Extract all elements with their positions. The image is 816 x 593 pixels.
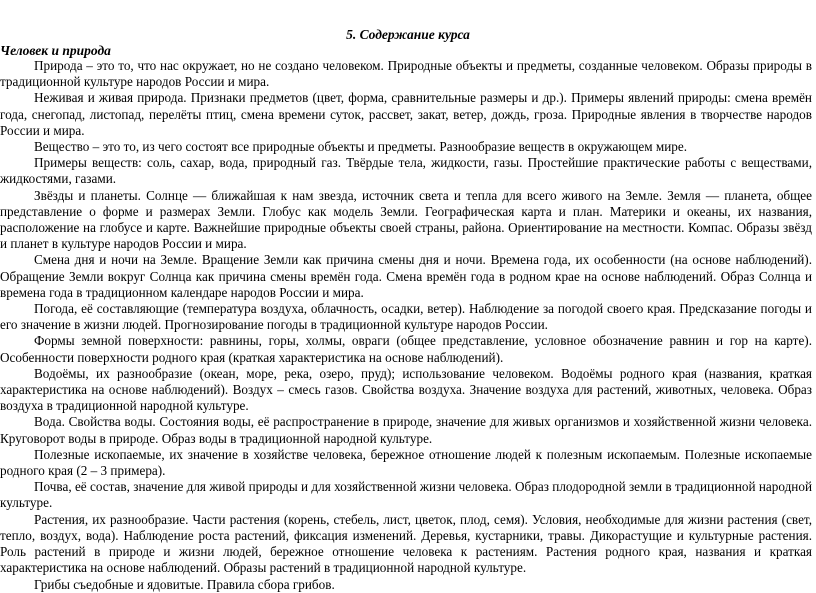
paragraph: Вода. Свойства воды. Состояния воды, её распространение в природе, значение для живых организмов и хозяйственной жизни человека. Круговорот воды в природе. Образ воды в традиционной народной культуре.	[0, 414, 812, 446]
paragraph: Вещество – это то, из чего состоят все природные объекты и предметы. Разнообразие веществ в окружающем мире.	[34, 139, 688, 155]
paragraph: Смена дня и ночи на Земле. Вращение Земли как причина смены дня и ночи. Времена года, их особенности (на основе наблюдений). Обращение Земли вокруг Солнца как причина смены времён года. Смена времён года в родном крае на основе наблюдений. Образ Солнца и времена года в традиционном календаре народов России и мира.	[0, 252, 812, 300]
paragraph: Погода, её составляющие (температура воздуха, облачность, осадки, ветер). Наблюдение за погодой своего края. Предсказание погоды и его значение в жизни людей. Прогнозирование погоды в традиционной культуре народов России.	[0, 301, 812, 333]
paragraph: Природа – это то, что нас окружает, но не создано человеком. Природные объекты и предметы, созданные человеком. Образы природы в традиционной культуре народов России и мира.	[0, 58, 812, 90]
paragraph: Растения, их разнообразие. Части растения (корень, стебель, лист, цветок, плод, семя). Условия, необходимые для жизни растения (свет, тепло, воздух, вода). Наблюдение роста растений, фиксация изменений. Деревья, кустарники, травы. Дикорастущие и культурные растения. Роль растений в природе и жизни людей, бережное отношение человека к растениям. Растения родного края, названия и краткая характеристика на основе наблюдений. Образы растений в традиционной народной культуре.	[0, 511, 812, 576]
paragraph: Грибы съедобные и ядовитые. Правила сбора грибов.	[34, 576, 335, 592]
paragraph: Формы земной поверхности: равнины, горы, холмы, овраги (общее представление, условное обозначение равнин и гор на карте). Особенности поверхности родного края (краткая характеристика на основе наблюдений).	[0, 333, 812, 365]
paragraph: Почва, её состав, значение для живой природы и для хозяйственной жизни человека. Образ плодородной земли в традиционной народной культуре.	[0, 479, 812, 511]
document-body	[0, 58, 812, 593]
paragraph: Примеры веществ: соль, сахар, вода, природный газ. Твёрдые тела, жидкости, газы. Простейшие практические работы с веществами, жидкостями, газами.	[0, 155, 812, 187]
course-content-title: 5. Содержание курса	[346, 27, 470, 42]
paragraph: Звёзды и планеты. Солнце — ближайшая к нам звезда, источник света и тепла для всего живого на Земле. Земля — планета, общее представление о форме и размерах Земли. Глобус как модель Земли. Географическая карта и план. Материки и океаны, их названия, расположение на глобусе и карте. Важнейшие природные объекты своей страны, района. Ориентирование на местности. Компас. Образы звёзд и планет в культуре народов России и мира.	[0, 187, 812, 252]
section-heading: Человек и природа	[0, 43, 111, 58]
paragraph: Полезные ископаемые, их значение в хозяйстве человека, бережное отношение людей к полезным ископаемым. Полезные ископаемые родного края (2 – 3 примера).	[0, 446, 812, 479]
paragraph: Водоёмы, их разнообразие (океан, море, река, озеро, пруд); использование человеком. Водоёмы родного края (названия, краткая характеристика на основе наблюдений). Воздух – смесь газов. Свойства воздуха. Значение воздуха для растений, животных, человека. Образ воздуха в традиционной народной культуре.	[0, 365, 812, 414]
paragraph: Неживая и живая природа. Признаки предметов (цвет, форма, сравнительные размеры и др.). Примеры явлений природы: смена времён года, снегопад, листопад, перелёты птиц, смена времени суток, рассвет, закат, ветер, дождь, гроза. Природные явления в творчестве народов России и мира.	[0, 90, 812, 138]
